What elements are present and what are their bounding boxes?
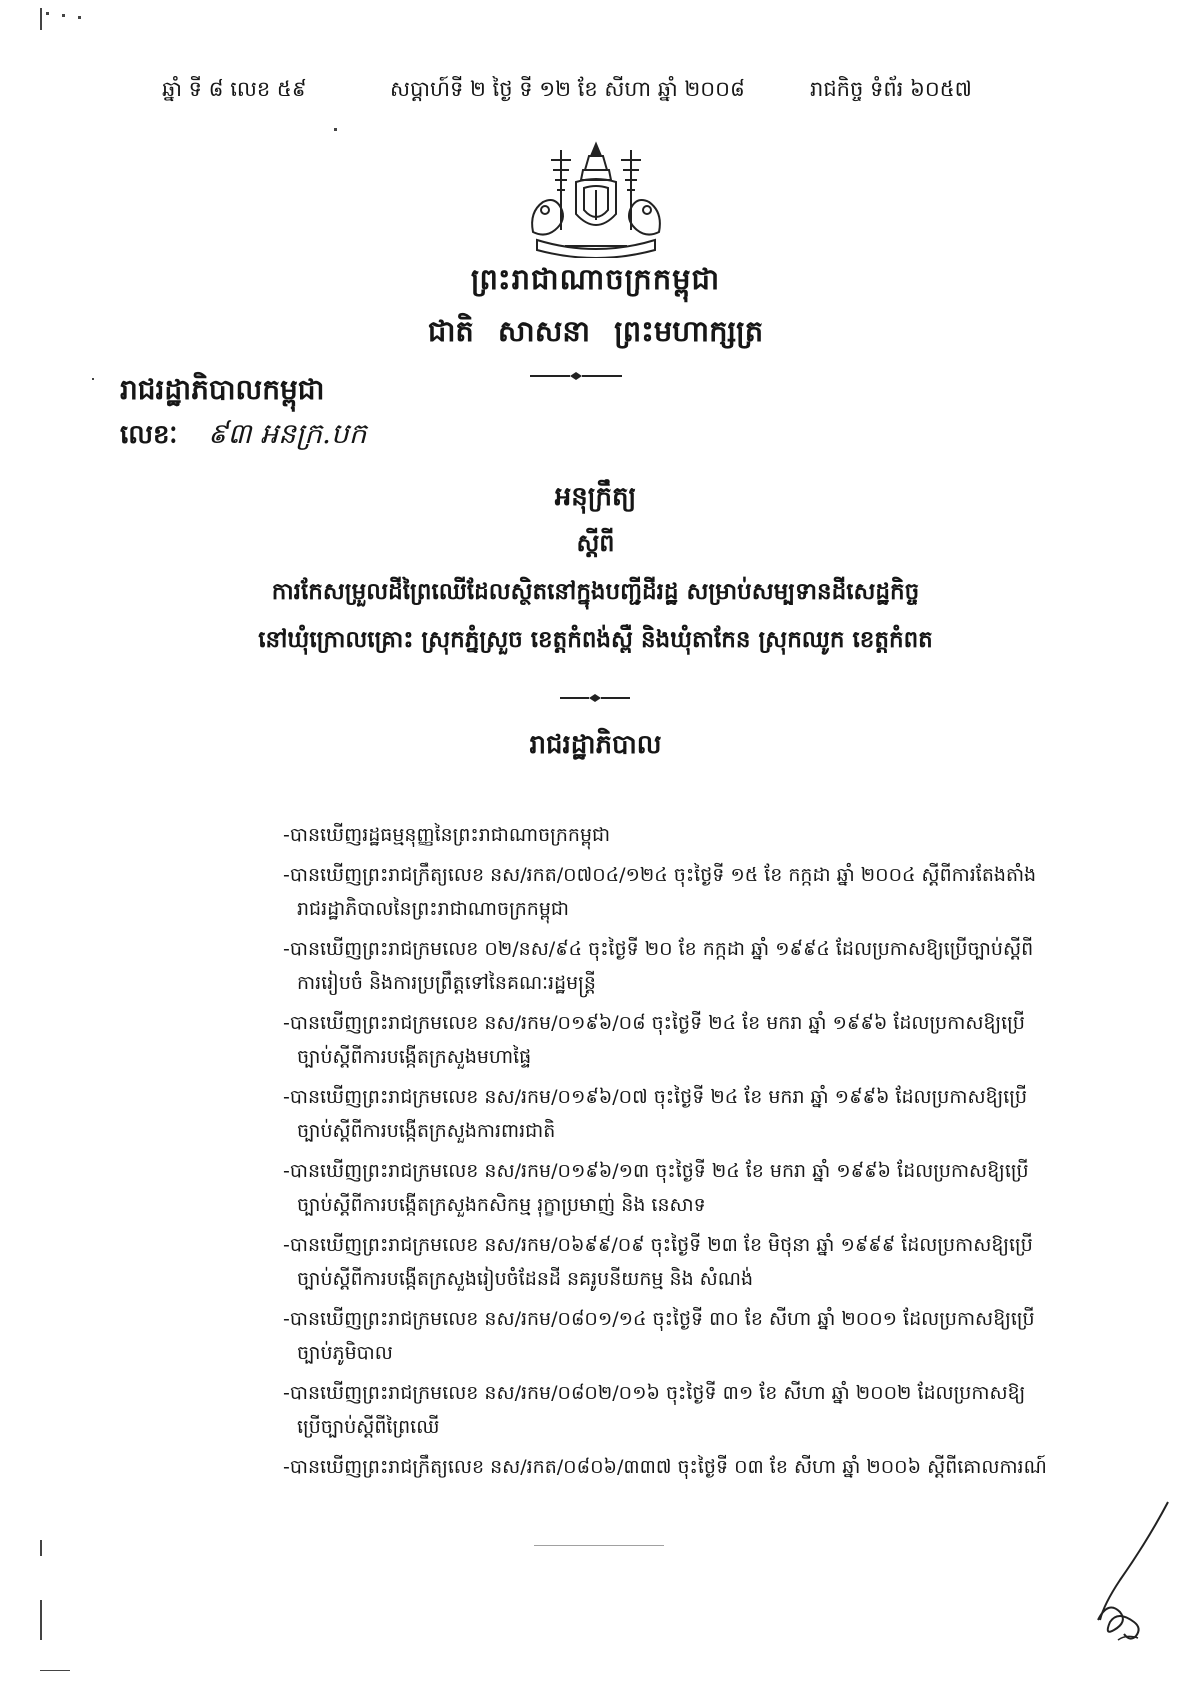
reference-item — [283, 1228, 1103, 1296]
reference-continuation: ច្បាប់ភូមិបាល — [297, 1342, 393, 1364]
subject-line-1: ការកែសម្រួលដីព្រៃឈើដែលស្ថិតនៅក្នុងបញ្ជីដីរដ្ឋ សម្រាប់សម្បទានដីសេដ្ឋកិច្ច — [271, 579, 920, 605]
reference-text: -បានឃើញព្រះរាជក្រមលេខ នស/រកម/០១៩៦/០៨ ចុះថ្ងៃទី ២៤ ខែ មករា ឆ្នាំ ១៩៩៦ ដែលប្រកាសឱ្យប្រើ — [283, 1012, 1025, 1034]
government-name: រាជរដ្ឋាភិបាលកម្ពុជា — [120, 373, 325, 406]
scan-mark — [40, 8, 42, 30]
scan-mark — [46, 12, 49, 15]
reference-item — [283, 1006, 1103, 1074]
reference-item — [283, 858, 1103, 926]
legal-references — [283, 818, 1103, 1490]
reference-text: -បានឃើញព្រះរាជក្រមលេខ នស/រកម/០១៩៦/១៣ ចុះថ្ងៃទី ២៤ ខែ មករា ឆ្នាំ ១៩៩៦ ដែលប្រកាសឱ្យប្រើ — [283, 1160, 1029, 1182]
reference-text: -បានឃើញព្រះរាជក្រឹត្យលេខ នស/រកត/០៨០៦/៣៣៧ ចុះថ្ងៃទី ០៣ ខែ សីហា ឆ្នាំ ២០០៦ ស្តីពីគោលការណ៍ — [283, 1456, 1047, 1478]
reference-continuation: ច្បាប់ស្តីពីការបង្កើតក្រសួងរៀបចំដែនដី នគរូបនីយកម្ម និង សំណង់ — [297, 1268, 754, 1290]
reference-text: -បានឃើញរដ្ឋធម្មនុញ្ញនៃព្រះរាជាណាចក្រកម្ពុជា — [283, 824, 611, 846]
reference-text: -បានឃើញព្រះរាជក្រមលេខ នស/រកម/០៨០១/១៤ ចុះថ្ងៃទី ៣០ ខែ សីហា ឆ្នាំ ២០០១ ដែលប្រកាសឱ្យប្រើ — [283, 1308, 1035, 1330]
scan-mark — [92, 378, 94, 380]
reference-text: -បានឃើញព្រះរាជក្រមលេខ នស/រកម/០១៩៦/០៧ ចុះថ្ងៃទី ២៤ ខែ មករា ឆ្នាំ ១៩៩៦ ដែលប្រកាសឱ្យប្រើ — [283, 1086, 1028, 1108]
scan-mark — [78, 16, 81, 19]
reference-item — [283, 1302, 1103, 1370]
reference-continuation: ច្បាប់ស្តីពីការបង្កើតក្រសួងកសិកម្ម រុក្ខាប្រមាញ់ និង នេសាទ — [297, 1194, 706, 1216]
gazette-page: រាជកិច្ច ទំព័រ ៦០៥៧ — [810, 77, 972, 101]
scan-mark — [534, 1545, 664, 1546]
reference-continuation: ការរៀបចំ និងការប្រព្រឹត្តទៅនៃគណៈរដ្ឋមន្ត្រី — [297, 972, 596, 994]
title-divider — [560, 694, 630, 702]
document-type: អនុក្រឹត្យ — [554, 482, 637, 512]
reference-text: -បានឃើញព្រះរាជក្រឹត្យលេខ នស/រកត/០៧០៤/១២៤ ចុះថ្ងៃទី ១៥ ខែ កក្កដា ឆ្នាំ ២០០៤ ស្តីពីការតែងតាំង — [283, 864, 1037, 886]
reference-text: -បានឃើញព្រះរាជក្រមលេខ នស/រកម/០៨០២/០១៦ ចុះថ្ងៃទី ៣១ ខែ សីហា ឆ្នាំ ២០០២ ដែលប្រកាសឱ្យ — [283, 1382, 1026, 1404]
subject-line-2: នៅឃុំក្រោលគ្រោះ ស្រុកភ្នំស្រួច ខេត្តកំពង់ស្ពឺ និងឃុំតាកែន ស្រុកឈូក ខេត្តកំពត — [258, 627, 933, 653]
reference-item — [283, 1450, 1103, 1484]
scan-mark — [40, 1600, 42, 1640]
scan-mark — [62, 14, 65, 17]
reference-item — [283, 1376, 1103, 1444]
reference-continuation: ច្បាប់ស្តីពីការបង្កើតក្រសួងការពារជាតិ — [297, 1120, 556, 1142]
document-number — [120, 416, 366, 457]
reference-item — [283, 932, 1103, 1000]
number-value: ៩៣ អនក្រ.បក — [207, 417, 367, 450]
national-motto: ជាតិ សាសនា ព្រះមហាក្សត្រ — [427, 314, 764, 348]
reference-item — [283, 1080, 1103, 1148]
gazette-issue: ឆ្នាំ ទី ៨ លេខ ៥៩ — [162, 77, 307, 101]
issuer-heading: រាជរដ្ឋាភិបាល — [529, 730, 662, 760]
scan-mark — [40, 1670, 70, 1671]
kingdom-name: ព្រះរាជាណាចក្រកម្ពុជា — [470, 262, 721, 296]
gazette-date: សប្តាហ៍ទី ២ ថ្ងៃ ទី ១២ ខែ សីហា ឆ្នាំ ២០០៨ — [390, 77, 745, 101]
scan-mark — [334, 128, 337, 131]
reference-item — [283, 818, 1103, 852]
scan-mark — [40, 1540, 42, 1556]
reference-item — [283, 1154, 1103, 1222]
reference-continuation: រាជរដ្ឋាភិបាលនៃព្រះរាជាណាចក្រកម្ពុជា — [297, 898, 570, 920]
number-label: លេខៈ — [120, 420, 178, 450]
reference-text: -បានឃើញព្រះរាជក្រមលេខ ០២/នស/៩៤ ចុះថ្ងៃទី ២០ ខែ កក្កដា ឆ្នាំ ១៩៩៤ ដែលប្រកាសឱ្យប្រើច្បាប់ស្តីពី — [283, 938, 1034, 960]
reference-continuation: ប្រើច្បាប់ស្តីពីព្រៃឈើ — [297, 1416, 440, 1438]
royal-emblem-icon — [521, 140, 671, 258]
initials-signature — [1078, 1500, 1178, 1650]
motto-divider — [530, 372, 622, 380]
about-label: ស្តីពី — [576, 529, 615, 557]
reference-text: -បានឃើញព្រះរាជក្រមលេខ នស/រកម/០៦៩៩/០៩ ចុះថ្ងៃទី ២៣ ខែ មិថុនា ឆ្នាំ ១៩៩៩ ដែលប្រកាសឱ្យប្រើ — [283, 1234, 1033, 1256]
reference-continuation: ច្បាប់ស្តីពីការបង្កើតក្រសួងមហាផ្ទៃ — [297, 1046, 532, 1068]
